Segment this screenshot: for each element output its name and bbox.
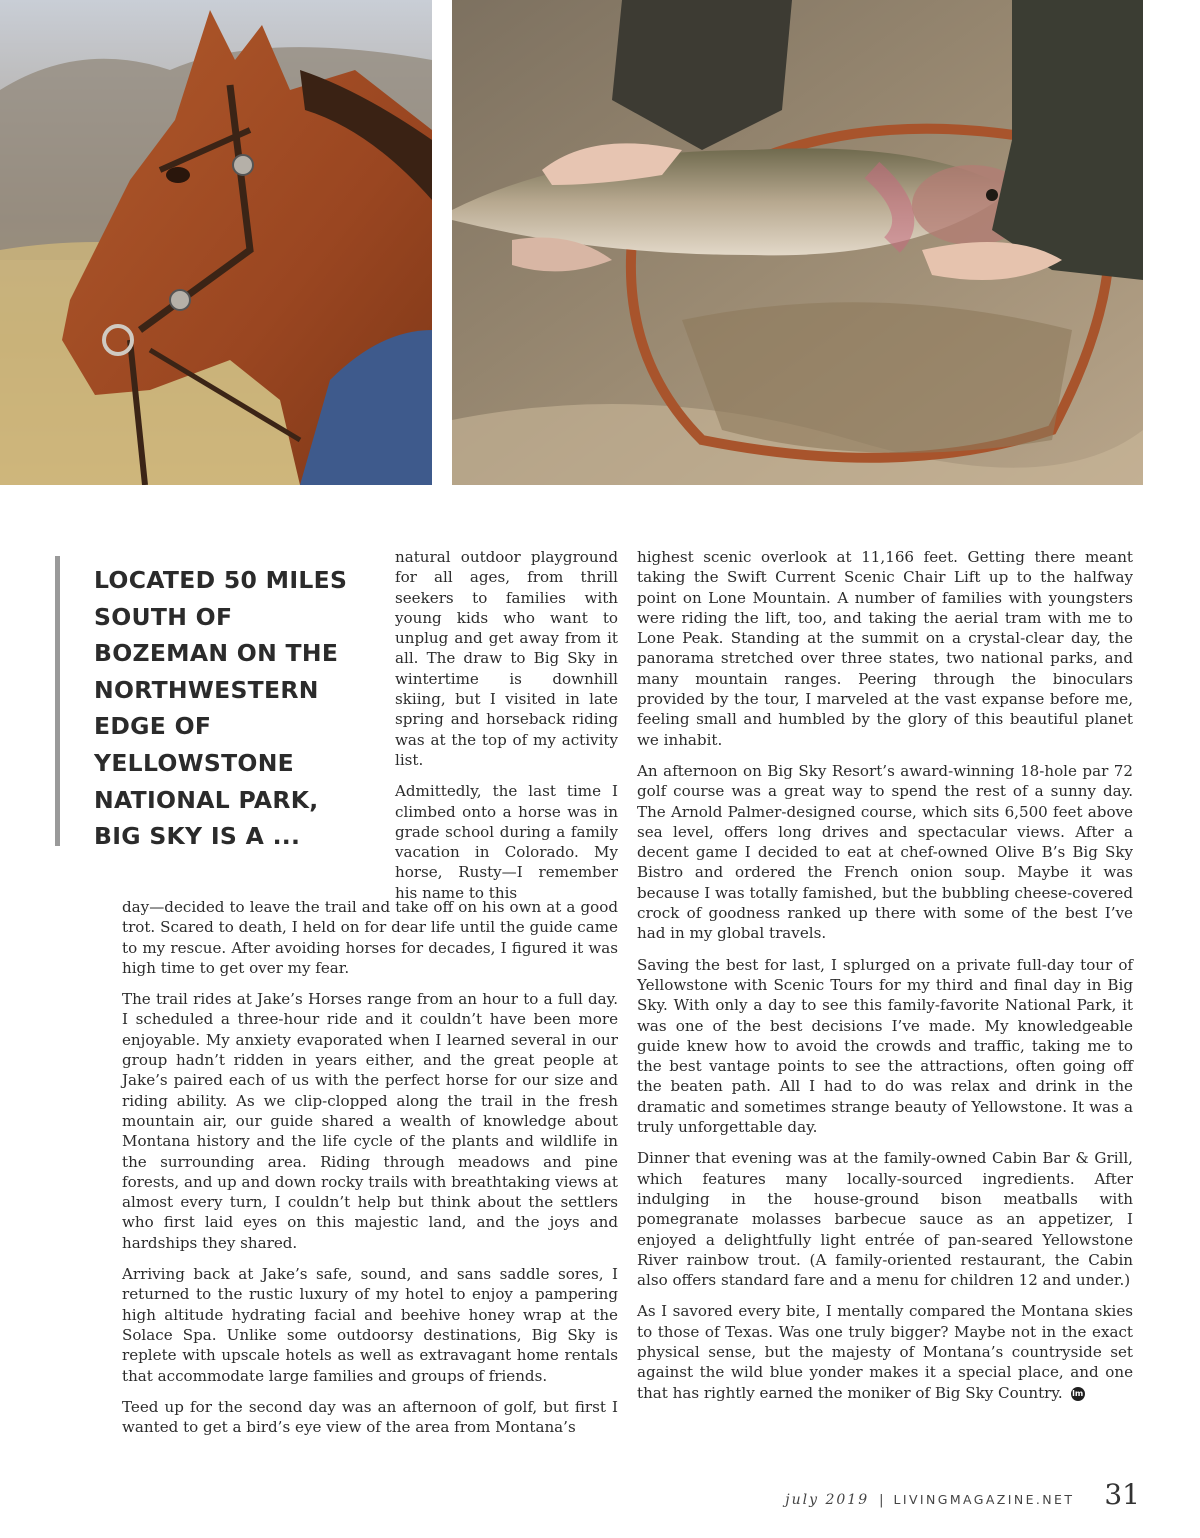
pull-quote [55, 556, 360, 851]
last-paragraph [637, 1301, 1133, 1402]
article-column-narrow [395, 547, 618, 914]
paragraph: Saving the best for last, I splurged on a private full-day tour of Yellowstone with Scenic Tours for my third and final day in Big Sky. With only a day to see this family-favorite National Park, it was one of the best decisions I’ve made. My knowledgeable guide knew how to avoid the crowds and traffic, taking me to the best vantage points to see the attractions, often going off the beaten path. All I had to do was relax and drink in the dramatic and sometimes strange beauty of Yellowstone. It was a truly unforgettable day. [637, 955, 1133, 1137]
horse-photo [0, 0, 432, 485]
pull-quote-text: LOCATED 50 MILES SOUTH OF BOZEMAN ON THE NORTHWESTERN EDGE OF YELLOWSTONE NATIONAL PARK, BIG SKY IS A ... [94, 566, 348, 851]
page-footer [785, 1478, 1140, 1512]
trout-photo [452, 0, 1143, 485]
paragraph: Teed up for the second day was an afternoon of golf, but first I wanted to get a bird’s eye view of the area from Montana’s [122, 1397, 618, 1437]
footer-separator: | [879, 1493, 884, 1508]
paragraph: Dinner that evening was at the family-owned Cabin Bar & Grill, which features many locally-sourced ingredients. After indulging in the house-ground bison meatballs with pomegranate molasses barbecue sauce as an appetizer, I enjoyed a delightfully light entrée of pan-seared Yellowstone River rainbow trout. (A family-oriented restaurant, the Cabin also offers standard fare and a menu for children 12 and under.) [637, 1149, 1133, 1290]
page-number: 31 [1104, 1478, 1140, 1511]
paragraph: natural outdoor playground for all ages, from thrill seekers to families with young kids who want to unplug and get away from it all. The draw to Big Sky in wintertime is downhill skiing, but I visited in late spring and horseback riding was at the top of my activity list. [395, 548, 618, 769]
end-mark-icon: lm [1071, 1387, 1085, 1401]
issue-date: july 2019 [785, 1492, 870, 1508]
article-column-right [637, 547, 1133, 1414]
website-link[interactable]: LIVINGMAGAZINE.NET [893, 1492, 1075, 1507]
paragraph: Admittedly, the last time I climbed onto a horse was in grade school during a family vacation in Colorado. My horse, Rusty—I remember his name to this [395, 782, 618, 902]
article-column-left [122, 897, 618, 1448]
paragraph: An afternoon on Big Sky Resort’s award-winning 18-hole par 72 golf course was a great way to spend the rest of a sunny day. The Arnold Palmer-designed course, which sits 6,500 feet above sea level, offers long drives and spectacular views. After a decent game I decided to eat at chef-owned Olive B’s Big Sky Bistro and ordered the French onion soup. Maybe it was because I was totally famished, but the bubbling cheese-covered crock of goodness ranked up there with some of the best I’ve had in my global travels. [637, 761, 1133, 943]
paragraph: highest scenic overlook at 11,166 feet. Getting there meant taking the Swift Current Scenic Chair Lift up to the halfway point on Lone Mountain. A number of families with youngsters were riding the lift, too, and taking the aerial tram with me to Lone Peak. Standing at the summit on a crystal-clear day, the panorama stretched over three states, two national parks, and many mountain ranges. Peering through the binoculars provided by the tour, I marveled at the vast expanse before me, feeling small and humbled by the glory of this beautiful planet we inhabit. [637, 548, 1133, 749]
paragraph-text: As I savored every bite, I mentally compared the Montana skies to those of Texas. Was one truly bigger? Maybe not in the exact physical sense, but the majesty of Montana’s countryside set against the wild blue yonder makes it a special place, and one that has rightly earned the moniker of Big Sky Country. [637, 1302, 1133, 1402]
paragraph: The trail rides at Jake’s Horses range from an hour to a full day. I scheduled a three-hour ride and it couldn’t have been more enjoyable. My anxiety evaporated when I learned several in our group hadn’t ridden in years either, and the great people at Jake’s paired each of us with the perfect horse for our size and riding ability. As we clip-clopped along the trail in the fresh mountain air, our guide shared a wealth of knowledge about Montana history and the life cycle of the plants and wildlife in the surrounding area. Riding through meadows and pine forests, and up and down rocky trails with breathtaking views at almost every turn, I couldn’t help but think about the settlers who first laid eyes on this majestic land, and the joys and hardships they shared. [122, 990, 618, 1252]
paragraph: Arriving back at Jake’s safe, sound, and sans saddle sores, I returned to the rustic luxury of my hotel to enjoy a pampering high altitude hydrating facial and beehive honey wrap at the Solace Spa. Unlike some outdoorsy destinations, Big Sky is replete with upscale hotels as well as extravagant home rentals that accommodate large families and groups of friends. [122, 1265, 618, 1385]
paragraph: day—decided to leave the trail and take off on his own at a good trot. Scared to death, I held on for dear life until the guide came to my rescue. After avoiding horses for decades, I figured it was high time to get over my fear. [122, 898, 618, 977]
